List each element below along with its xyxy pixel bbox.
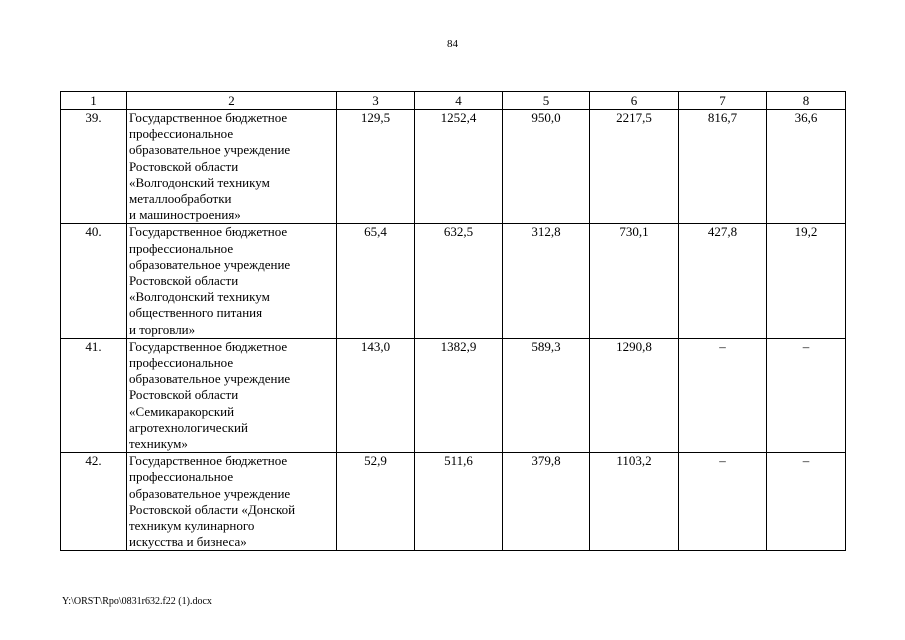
name-line: «Семикаракорский (129, 403, 235, 419)
name-line: техникум» (129, 436, 188, 452)
data-table (60, 91, 846, 551)
value-col-5: 589,3 (503, 338, 590, 452)
name-line: агротехнологический (129, 419, 248, 435)
value-col-6: 1103,2 (590, 453, 679, 551)
name-line: общественного питания (129, 305, 263, 321)
value-col-4: 511,6 (415, 453, 503, 551)
value-col-3: 52,9 (337, 453, 415, 551)
value-col-8: 19,2 (767, 224, 846, 338)
value-col-4: 1382,9 (415, 338, 503, 452)
name-line: искусства и бизнеса» (129, 534, 247, 550)
header-col-6: 6 (590, 92, 679, 110)
value-col-3: 143,0 (337, 338, 415, 452)
name-line: образовательное учреждение (129, 485, 291, 501)
table-row (61, 338, 846, 452)
name-line: Ростовской области «Донской (129, 501, 296, 517)
table-row (61, 453, 846, 551)
name-line: образовательное учреждение (129, 256, 291, 272)
name-line: и машиностроения» (129, 207, 241, 223)
value-col-7: 816,7 (679, 110, 767, 224)
header-col-5: 5 (503, 92, 590, 110)
name-line: «Волгодонский техникум (129, 289, 270, 305)
institution-name (127, 338, 337, 452)
value-col-5: 379,8 (503, 453, 590, 551)
row-number: 39. (61, 110, 127, 224)
name-line: металлообработки (129, 191, 232, 207)
value-col-5: 950,0 (503, 110, 590, 224)
institution-name (127, 224, 337, 338)
name-line: образовательное учреждение (129, 142, 291, 158)
value-col-6: 1290,8 (590, 338, 679, 452)
file-path-footer: Y:\ORST\Rpo\0831r632.f22 (1).docx (62, 596, 212, 607)
header-col-8: 8 (767, 92, 846, 110)
name-line: Государственное бюджетное (129, 338, 288, 354)
value-col-5: 312,8 (503, 224, 590, 338)
name-line: Государственное бюджетное (129, 453, 288, 469)
value-col-3: 65,4 (337, 224, 415, 338)
header-col-1: 1 (61, 92, 127, 110)
name-line: образовательное учреждение (129, 371, 291, 387)
value-col-4: 1252,4 (415, 110, 503, 224)
row-number: 42. (61, 453, 127, 551)
institution-name (127, 110, 337, 224)
value-col-3: 129,5 (337, 110, 415, 224)
header-col-4: 4 (415, 92, 503, 110)
name-line: Государственное бюджетное (129, 224, 288, 240)
name-line: профессиональное (129, 240, 234, 256)
name-line: Ростовской области (129, 158, 239, 174)
name-line: профессиональное (129, 126, 234, 142)
header-col-7: 7 (679, 92, 767, 110)
header-col-2: 2 (127, 92, 337, 110)
name-line: Государственное бюджетное (129, 110, 288, 125)
value-col-7: – (679, 338, 767, 452)
name-line: Ростовской области (129, 273, 239, 289)
name-line: «Волгодонский техникум (129, 174, 270, 190)
header-col-3: 3 (337, 92, 415, 110)
name-line: профессиональное (129, 355, 234, 371)
value-col-7: 427,8 (679, 224, 767, 338)
header-row (61, 92, 846, 110)
value-col-8: – (767, 338, 846, 452)
value-col-7: – (679, 453, 767, 551)
page-number: 84 (447, 38, 458, 50)
table-row (61, 110, 846, 224)
name-line: Ростовской области (129, 387, 239, 403)
row-number: 40. (61, 224, 127, 338)
value-col-6: 2217,5 (590, 110, 679, 224)
name-line: профессиональное (129, 469, 234, 485)
value-col-4: 632,5 (415, 224, 503, 338)
name-line: и торговли» (129, 321, 196, 337)
name-line: техникум кулинарного (129, 518, 255, 534)
institution-name (127, 453, 337, 551)
value-col-8: – (767, 453, 846, 551)
value-col-8: 36,6 (767, 110, 846, 224)
row-number: 41. (61, 338, 127, 452)
value-col-6: 730,1 (590, 224, 679, 338)
table-row (61, 224, 846, 338)
